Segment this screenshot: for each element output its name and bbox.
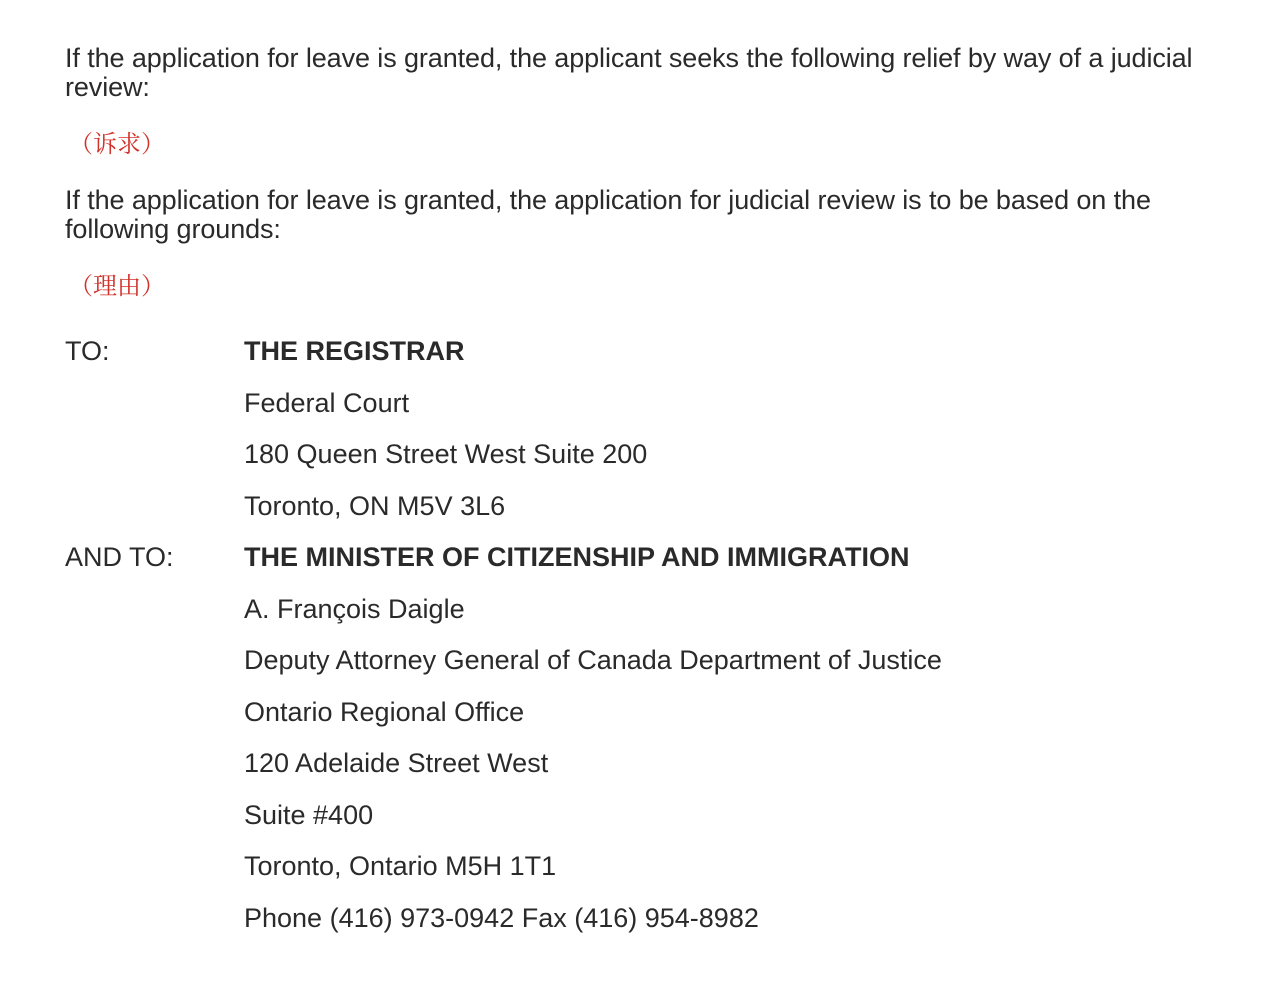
and-to-address-block [65, 532, 1230, 944]
relief-placeholder: （诉求） [69, 130, 165, 158]
to-address-block [65, 326, 1230, 532]
to-address-lines [244, 326, 1230, 532]
address-line: Ontario Regional Office [244, 696, 525, 727]
grounds-paragraph: If the application for leave is granted, the application for judicial review is to be based on the following grounds: [65, 185, 1151, 244]
address-line: A. François Daigle [244, 593, 465, 624]
address-line: 120 Adelaide Street West [244, 748, 549, 778]
address-line: Toronto, Ontario M5H 1T1 [244, 851, 557, 881]
address-line: Toronto, ON M5V 3L6 [244, 490, 506, 521]
address-line: Suite #400 [244, 799, 374, 830]
address-line: Deputy Attorney General of Canada Department of Justice [244, 645, 942, 675]
document-page [65, 44, 1230, 944]
relief-paragraph: If the application for leave is granted, the applicant seeks the following relief by way of a judicial review: [65, 43, 1193, 102]
and-to-label: AND TO: [65, 542, 174, 572]
and-to-address-lines [244, 532, 1230, 944]
contact-line: Phone (416) 973-0942 Fax (416) 954-8982 [244, 902, 759, 933]
minister-heading: THE MINISTER OF CITIZENSHIP AND IMMIGRATION [244, 542, 910, 572]
to-label: TO: [65, 336, 110, 366]
address-line: Federal Court [244, 387, 410, 418]
registrar-heading: THE REGISTRAR [244, 336, 465, 366]
grounds-placeholder: （理由） [69, 272, 165, 300]
address-line: 180 Queen Street West Suite 200 [244, 439, 648, 469]
